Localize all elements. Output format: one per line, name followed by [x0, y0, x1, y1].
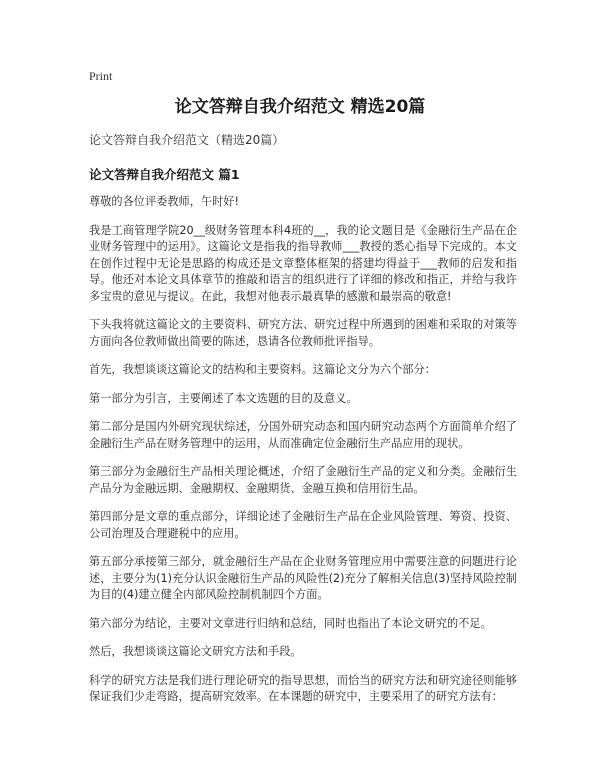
paragraph-methods-intro: 然后，我想谈谈这篇论文研究方法和手段。 — [89, 645, 302, 658]
print-link[interactable]: Print — [89, 69, 113, 83]
section-heading: 论文答辩自我介绍范文 篇1 — [89, 167, 240, 182]
paragraph-part-six: 第六部分为结论，主要对文章进行归纳和总结，同时也指出了本论文研究的不足。 — [89, 616, 492, 630]
paragraph-part-four: 第四部分是文章的重点部分，详细论述了金融衍生产品在企业风险管理、筹资、投资、公司治理及合理避税中的应用。 — [89, 510, 517, 540]
paragraph-part-three: 第三部分为金融衍生产品相关理论概述，介绍了金融衍生产品的定义和分类。金融衍生产品分为金融远期、金融期权、金融期货、金融互换和信用衍生品。 — [89, 465, 517, 495]
paragraph-methods: 科学的研究方法是我们进行理论研究的指导思想，而恰当的研究方法和研究途径则能够保证我们少走弯路，提高研究效率。在本课题的研究中，主要采用了的研究方法有： — [89, 673, 517, 703]
paragraph-introduction: 我是工商管理学院20__级财务管理本科4班的__，我的论文题目是《金融衍生产品在企业财务管理中的运用》。这篇论文是指我的指导教师___教授的悉心指导下完成的。本文在创作过程中无论是思路的构成还是文章整体框架的搭建均得益于___教师的启发和指导。他还对本论文具体章节的推敲和语言的组织进行了详细的修改和指正，并给与我许多宝贵的意见与提议。在此，我想对他表示最真挚的感激和最崇高的敬意! — [89, 223, 517, 303]
document-subtitle: 论文答辩自我介绍范文（精选20篇） — [89, 133, 285, 147]
paragraph-part-one: 第一部分为引言，主要阐述了本文选题的目的及意义。 — [89, 391, 358, 405]
paragraph-part-two: 第二部分是国内外研究现状综述，分国外研究动态和国内研究动态两个方面简单介绍了金融衍生产品在财务管理中的运用，从而准确定位金融衍生产品应用的现状。 — [89, 420, 517, 450]
page-title: 论文答辩自我介绍范文 精选20篇 — [174, 97, 426, 117]
paragraph-overview: 下头我将就这篇论文的主要资料、研究方法、研究过程中所遇到的困难和采取的对策等方面向各位教师做出简要的陈述，恳请各位教师批评指导。 — [89, 318, 517, 348]
paragraph-greeting: 尊敬的各位评委教师，午时好! — [89, 195, 239, 208]
paragraph-structure: 首先，我想谈谈这篇论文的结构和主要资料。这篇论文分为六个部分： — [89, 363, 436, 376]
paragraph-part-five: 第五部分承接第三部分，就金融衍生产品在企业财务管理应用中需要注意的问题进行论述，主要分为(1)充分认识金融衍生产品的风险性(2)充分了解相关信息(3)坚持风险控制为目的(4)建立健全内部风险控制机制四个方面。 — [89, 555, 517, 601]
document-body — [89, 131, 517, 718]
